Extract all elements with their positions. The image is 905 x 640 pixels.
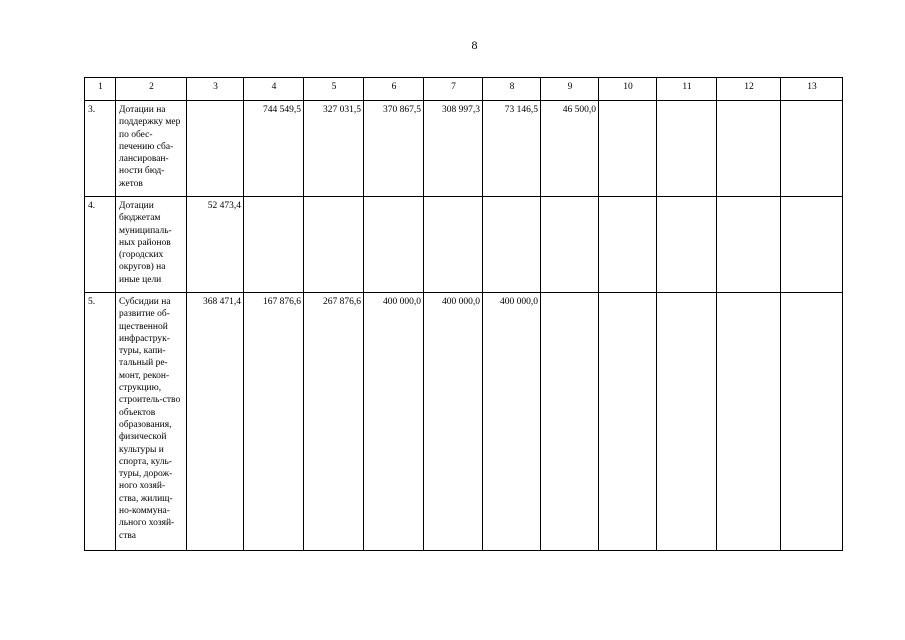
row-name: Дотации на поддержку мер по обес-печению сба-лансирован-ности бюд-жетов bbox=[116, 101, 187, 197]
table-cell bbox=[424, 197, 483, 293]
table-row bbox=[85, 293, 843, 551]
table-cell: 52 473,4 bbox=[187, 197, 244, 293]
table-cell bbox=[599, 197, 657, 293]
column-header: 7 bbox=[424, 78, 483, 101]
table-cell bbox=[364, 197, 424, 293]
table-cell: 368 471,4 bbox=[187, 293, 244, 551]
table-cell bbox=[599, 293, 657, 551]
table-cell bbox=[717, 197, 781, 293]
table-cell: 73 146,5 bbox=[483, 101, 541, 197]
table-cell: 327 031,5 bbox=[304, 101, 364, 197]
row-name: Субсидии на развитие об-щественной инфраструк-туры, капи-тальный ре-монт, рекон-струкцию, строитель-ство объектов образования, физической культуры и спорта, куль-туры, дорож-ного хозяй-ства, жилищ-но-коммуна-льного хозяй-ства bbox=[116, 293, 187, 551]
column-header: 1 bbox=[85, 78, 116, 101]
row-index: 3. bbox=[85, 101, 116, 197]
table-cell bbox=[781, 293, 843, 551]
column-header: 4 bbox=[244, 78, 304, 101]
table-cell bbox=[483, 197, 541, 293]
column-header: 3 bbox=[187, 78, 244, 101]
table-cell bbox=[717, 101, 781, 197]
table-cell bbox=[717, 293, 781, 551]
table-cell bbox=[781, 197, 843, 293]
row-index: 5. bbox=[85, 293, 116, 551]
table-cell: 267 876,6 bbox=[304, 293, 364, 551]
row-index: 4. bbox=[85, 197, 116, 293]
table-cell bbox=[541, 197, 599, 293]
table-cell: 400 000,0 bbox=[483, 293, 541, 551]
table-cell bbox=[187, 101, 244, 197]
page-number: 8 bbox=[471, 38, 478, 52]
table-row bbox=[85, 197, 843, 293]
column-header: 2 bbox=[116, 78, 187, 101]
column-header: 8 bbox=[483, 78, 541, 101]
table-cell bbox=[541, 293, 599, 551]
column-header: 6 bbox=[364, 78, 424, 101]
row-name: Дотации бюджетам муниципаль-ных районов (городских округов) на иные цели bbox=[116, 197, 187, 293]
table-cell bbox=[599, 101, 657, 197]
table-cell: 400 000,0 bbox=[364, 293, 424, 551]
header-row bbox=[85, 78, 843, 101]
table-cell: 400 000,0 bbox=[424, 293, 483, 551]
table-cell bbox=[781, 101, 843, 197]
table-cell bbox=[244, 197, 304, 293]
table-cell bbox=[657, 197, 717, 293]
column-header: 11 bbox=[657, 78, 717, 101]
table-cell bbox=[657, 293, 717, 551]
table-row bbox=[85, 101, 843, 197]
table-cell bbox=[657, 101, 717, 197]
table-cell: 744 549,5 bbox=[244, 101, 304, 197]
column-header: 5 bbox=[304, 78, 364, 101]
column-header: 13 bbox=[781, 78, 843, 101]
table-cell: 370 867,5 bbox=[364, 101, 424, 197]
column-header: 12 bbox=[717, 78, 781, 101]
table-cell: 167 876,6 bbox=[244, 293, 304, 551]
data-table bbox=[84, 77, 843, 551]
column-header: 10 bbox=[599, 78, 657, 101]
column-header: 9 bbox=[541, 78, 599, 101]
table-cell: 46 500,0 bbox=[541, 101, 599, 197]
table-cell: 308 997,3 bbox=[424, 101, 483, 197]
table-cell bbox=[304, 197, 364, 293]
